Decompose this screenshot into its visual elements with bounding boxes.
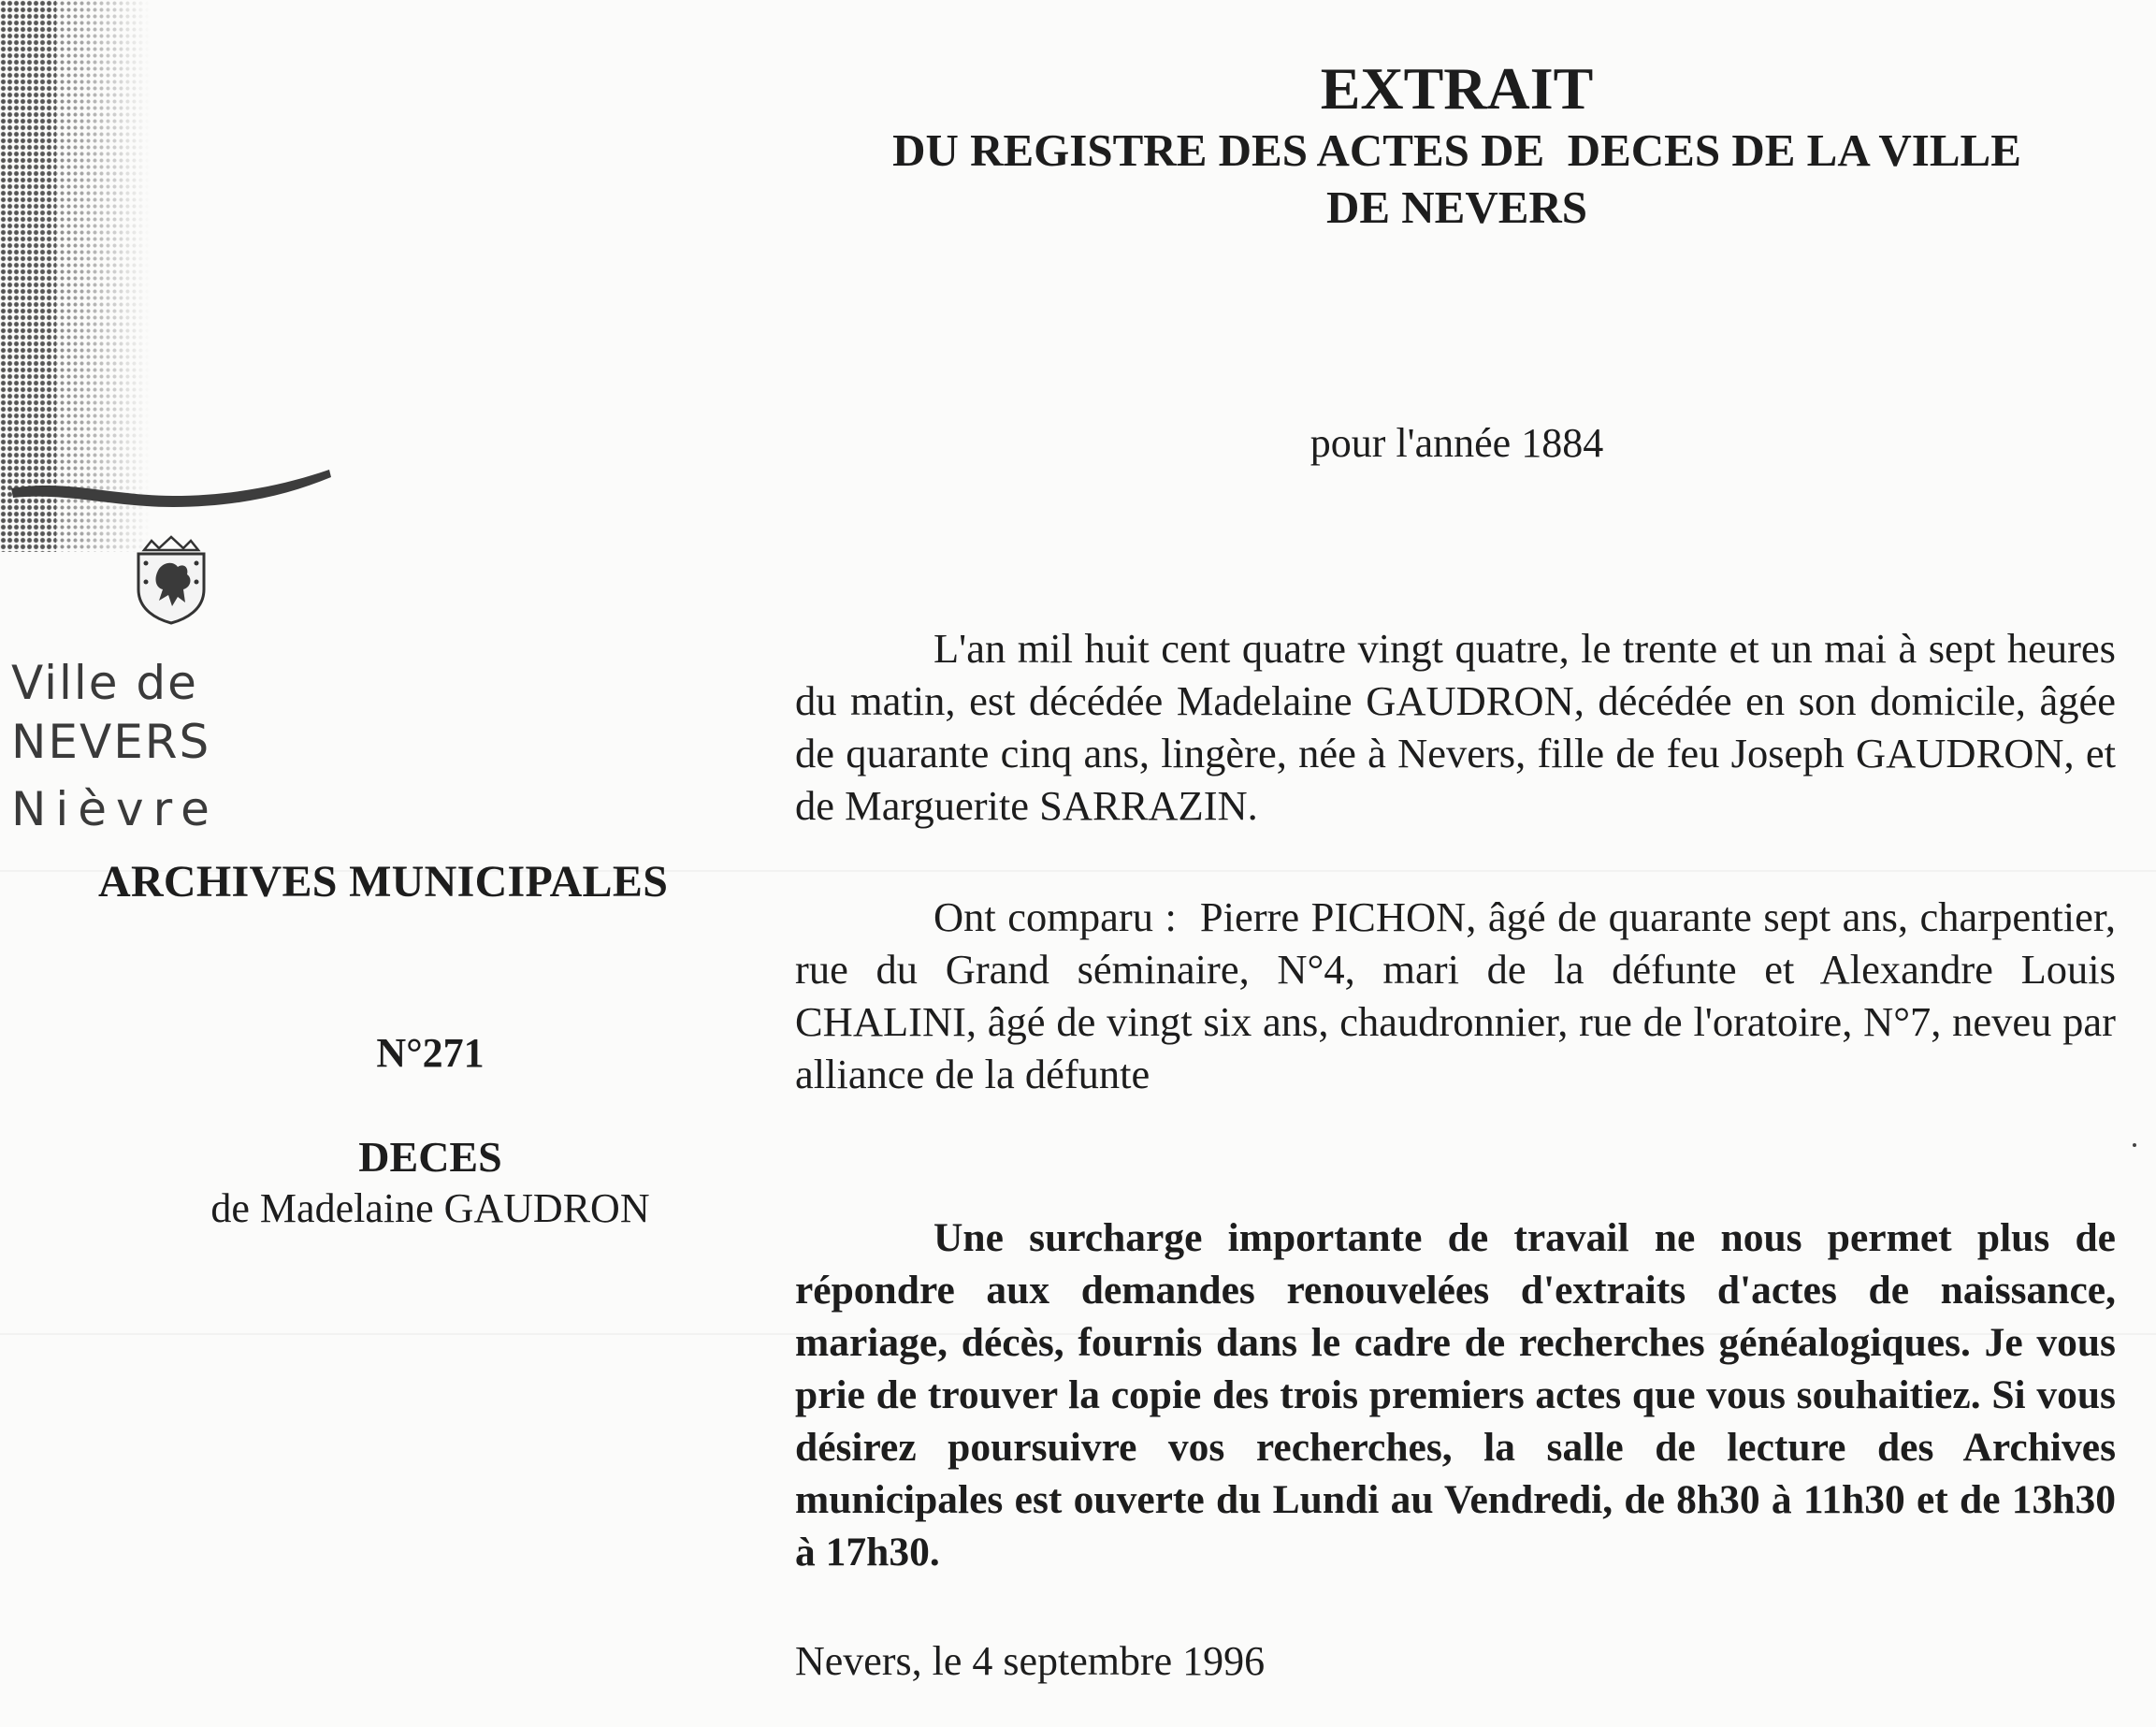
death-record-paragraph: L'an mil huit cent quatre vingt quatre, le trente et un mai à sept heures du matin, est décédée Madelaine GAUDRON, décédée en son domicile, âgée de quarante cinq ans, lingère, née à Nevers, fille de feu Joseph GAUDRON, et de Marguerite SARRAZIN.	[795, 625, 2116, 829]
city-name-line2: NEVERS	[11, 715, 211, 769]
year-line: pour l'année 1884	[1310, 420, 1604, 466]
nevers-coat-of-arms-icon	[131, 535, 211, 625]
notice-paragraph: Une surcharge importante de travail ne nous permet plus de répondre aux demandes renouvelées d'extraits d'actes de naissance, mariage, décès, fournis dans le cadre de recherches généalogiques. Je vous prie de trouver la copie des trois premiers actes que vous souhaitiez. Si vous désirez poursuivre vos recherches, la salle de lecture des Archives municipales est ouverte du Lundi au Vendredi, de 8h30 à 11h30 et de 13h30 à 17h30.	[795, 1215, 2116, 1575]
document-subtitle-line1: DU REGISTRE DES ACTES DE DECES DE LA VILLE	[892, 124, 2021, 176]
fold-line	[0, 870, 2156, 872]
department-name: Nièvre	[11, 782, 219, 836]
witnesses-paragraph: Ont comparu : Pierre PICHON, âgé de quarante sept ans, charpentier, rue du Grand séminaire, N°4, mari de la défunte et Alexandre Louis CHALINI, âgé de vingt six ans, chaudronnier, rue de l'oratoire, N°7, neveu par alliance de la défunte	[795, 893, 2127, 1097]
document-subtitle-line2: DE NEVERS	[1325, 181, 1588, 233]
act-type: DECES	[358, 1133, 502, 1181]
city-name-line1: Ville de	[11, 656, 198, 710]
swoosh-icon	[9, 458, 332, 515]
act-subject: de Madelaine GAUDRON	[210, 1185, 650, 1231]
paper-speck	[2133, 1143, 2136, 1147]
act-number: N°271	[376, 1030, 485, 1076]
place-date-line: Nevers, le 4 septembre 1996	[795, 1638, 1266, 1684]
document-title: EXTRAIT	[1320, 55, 1594, 122]
service-name: ARCHIVES MUNICIPALES	[98, 857, 669, 907]
fold-line	[0, 1333, 2156, 1335]
